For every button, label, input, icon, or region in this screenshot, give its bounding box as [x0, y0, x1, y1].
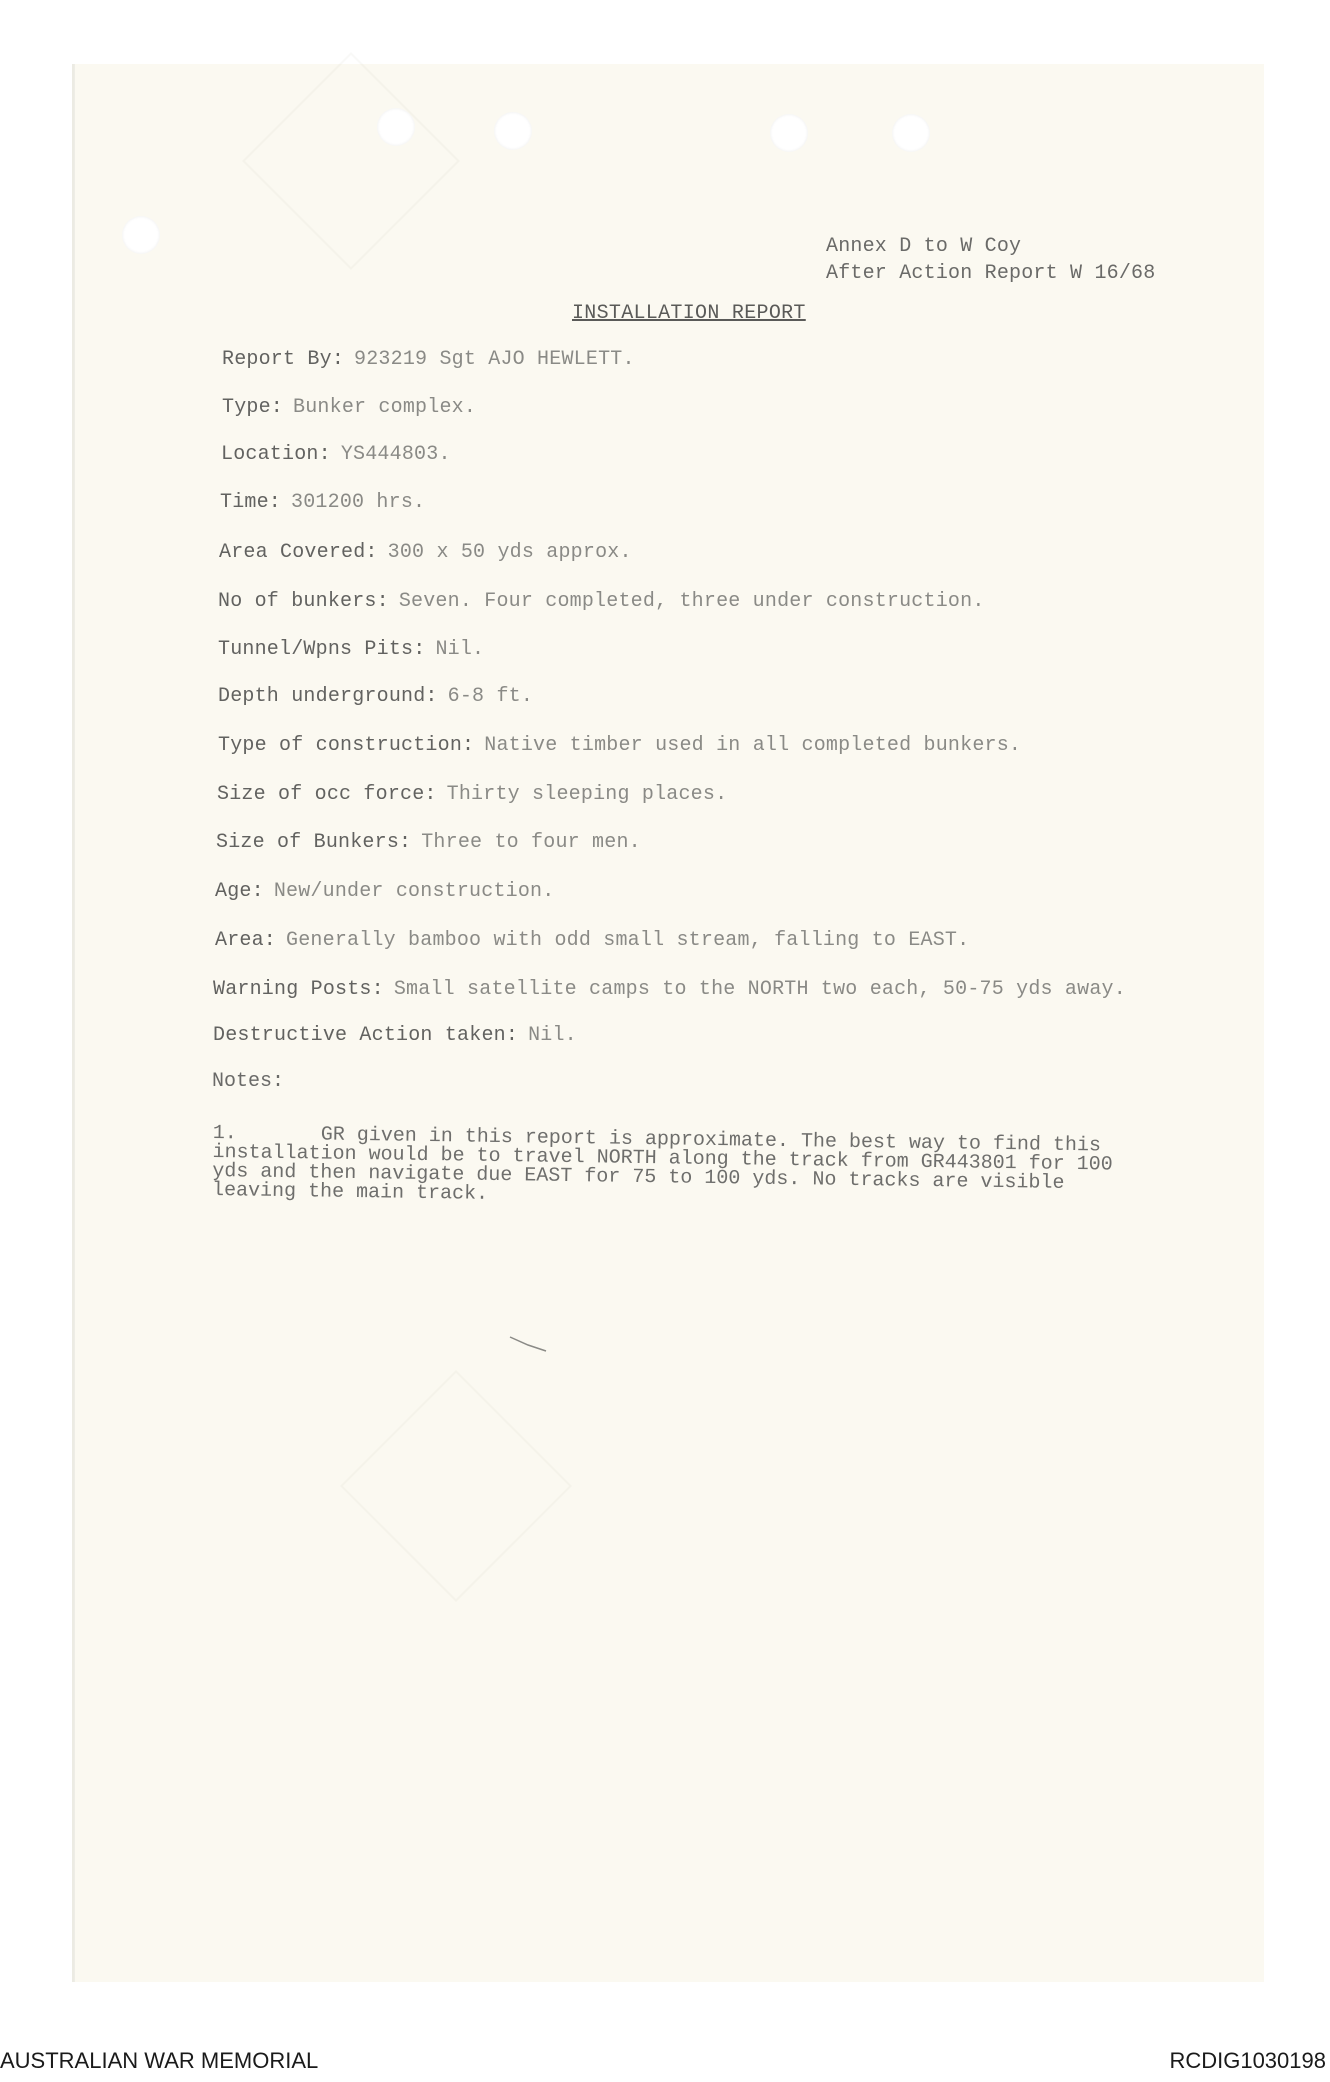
field-value: Seven. Four completed, three under construction.: [398, 590, 985, 613]
field-tunnel-wpns-pits: [218, 638, 484, 661]
field-label: Location:: [221, 443, 331, 466]
field-value: Bunker complex.: [293, 396, 477, 419]
field-label: Time:: [220, 491, 282, 514]
field-warning-posts: [213, 978, 1126, 1001]
field-label: Depth underground:: [218, 685, 438, 708]
field-label: No of bunkers:: [218, 590, 389, 613]
field-value: 301200 hrs.: [291, 491, 426, 514]
field-destructive-action: [213, 1024, 577, 1047]
note-text: GR given in this report is approximate. The best way to find this installation would be to travel NORTH along the track from GR443801 for 100 yds and then navigate due EAST for 75 to 100 yds. No tracks are visible leaving the main track.: [211, 1123, 1113, 1206]
notes-label: Notes:: [212, 1070, 285, 1093]
field-value: Three to four men.: [421, 831, 641, 854]
field-label: Area Covered:: [219, 541, 378, 564]
field-depth-underground: [218, 685, 533, 708]
field-no-of-bunkers: [218, 590, 985, 613]
field-time: [220, 491, 425, 514]
field-value: Nil.: [528, 1024, 577, 1047]
field-type-of-construction: [218, 734, 1021, 757]
paper-watermark: [242, 52, 460, 270]
annex-line: After Action Report W 16/68: [826, 262, 1156, 285]
note-number: 1.: [212, 1122, 238, 1146]
punch-hole: [770, 114, 808, 152]
field-label: Type of construction:: [218, 734, 475, 757]
field-age: [215, 880, 554, 903]
field-area: [215, 929, 969, 952]
field-location: [221, 443, 451, 466]
field-value: 923219 Sgt AJO HEWLETT.: [354, 348, 635, 371]
field-label: Area:: [215, 929, 277, 952]
field-label: Destructive Action taken:: [213, 1024, 519, 1047]
field-value: Generally bamboo with odd small stream, falling to EAST.: [286, 929, 970, 952]
field-label: Size of occ force:: [217, 783, 437, 806]
field-label: Warning Posts:: [213, 978, 384, 1001]
field-value: YS444803.: [340, 443, 451, 466]
field-label: Tunnel/Wpns Pits:: [218, 638, 426, 661]
field-area-covered: [219, 541, 632, 564]
field-label: Size of Bunkers:: [216, 831, 412, 854]
field-value: Small satellite camps to the NORTH two each, 50-75 yds away.: [393, 978, 1126, 1001]
field-size-of-occ-force: [217, 783, 727, 806]
annex-reference: [826, 233, 1155, 287]
field-label: Age:: [215, 880, 264, 903]
footer-record-id: RCDIG1030198: [1169, 2048, 1326, 2073]
field-type: [222, 396, 476, 419]
field-value: Thirty sleeping places.: [446, 783, 728, 806]
field-value: 300 x 50 yds approx.: [387, 541, 632, 564]
field-value: New/under construction.: [273, 880, 555, 903]
field-value: 6-8 ft.: [447, 685, 534, 708]
field-label: Report By:: [222, 348, 345, 371]
footer-archive-name: AUSTRALIAN WAR MEMORIAL: [0, 2048, 319, 2073]
field-value: Native timber used in all completed bunkers.: [484, 734, 1022, 757]
pen-mark: [508, 1335, 548, 1353]
field-report-by: [222, 348, 635, 371]
punch-hole: [494, 112, 532, 150]
field-size-of-bunkers: [216, 831, 641, 854]
field-label: Type:: [222, 396, 284, 419]
note-paragraph: [212, 1124, 1128, 1213]
paper-watermark: [340, 1370, 572, 1602]
report-title: INSTALLATION REPORT: [572, 302, 806, 325]
punch-hole: [122, 216, 160, 254]
field-value: Nil.: [435, 638, 485, 661]
annex-line: Annex D to W Coy: [826, 235, 1022, 258]
punch-hole: [892, 114, 930, 152]
